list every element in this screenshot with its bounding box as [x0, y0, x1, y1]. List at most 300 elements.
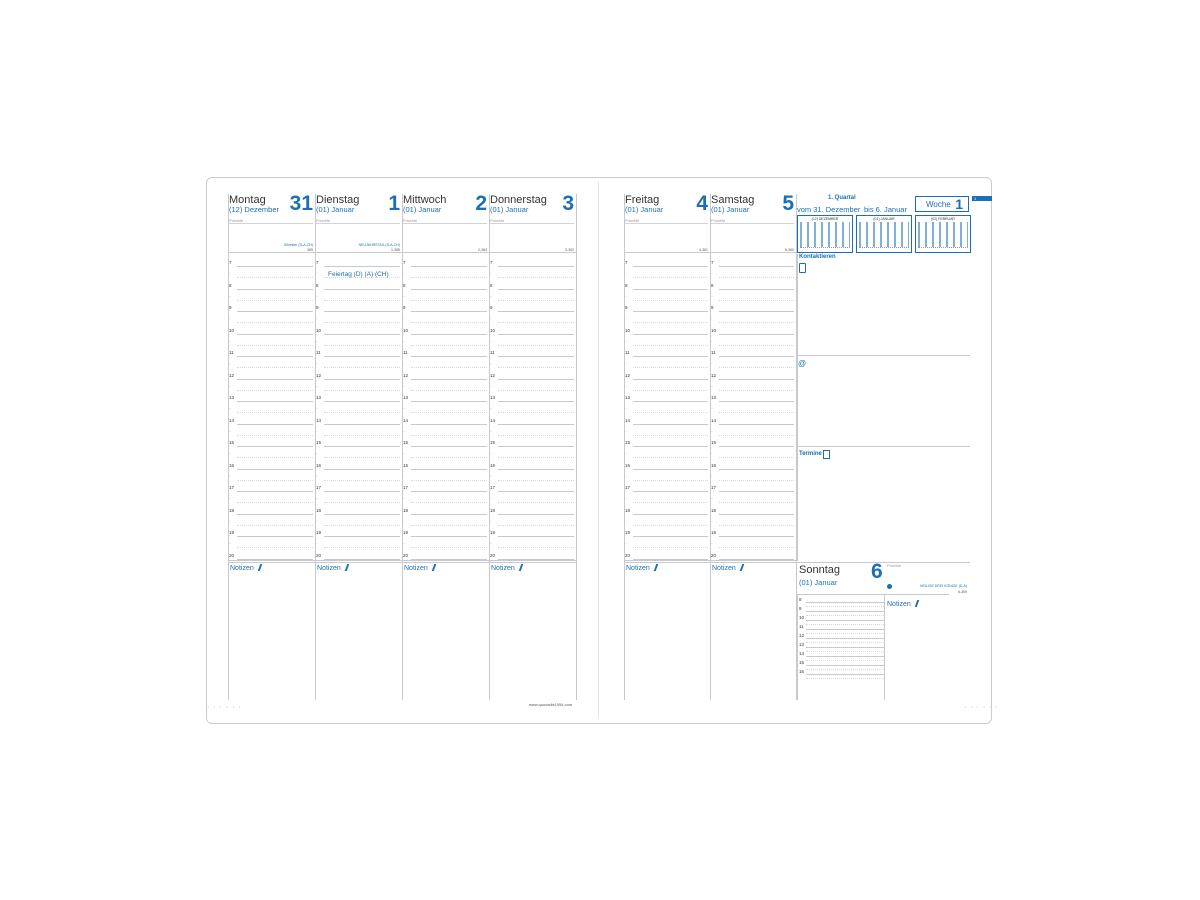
half-hour-mark: - [316, 428, 318, 434]
half-hour-line [806, 669, 884, 670]
half-hour-line [411, 547, 487, 548]
day-number: 2 [475, 192, 487, 215]
half-hour-mark: - [316, 293, 318, 299]
hour-label: 8 [490, 282, 493, 288]
half-hour-line [411, 300, 487, 301]
hour-label: 12 [711, 372, 717, 378]
hour-label: 12 [799, 633, 805, 638]
notes-label [230, 564, 261, 572]
half-hour-line [498, 322, 574, 323]
half-hour-mark: - [229, 406, 231, 412]
hour-label: 13 [229, 395, 235, 400]
day-count: 365 [307, 248, 313, 252]
half-hour-mark: - [490, 541, 492, 547]
hour-line [806, 611, 884, 612]
header-box-line [228, 252, 315, 253]
day-number: 4 [696, 192, 708, 215]
half-hour-line [411, 322, 487, 323]
half-hour-line [719, 300, 794, 301]
holiday-label: NEUJAHRSTAG (D-A-CH) [358, 243, 400, 247]
hour-line [411, 266, 487, 267]
hour-line [498, 311, 574, 312]
day-name: Samstag [711, 194, 755, 206]
column-border [576, 194, 577, 700]
half-hour-mark: - [711, 293, 713, 299]
half-hour-mark: - [711, 383, 713, 389]
half-hour-line [324, 525, 400, 526]
half-hour-line [719, 345, 794, 346]
day-number: 3 [562, 192, 574, 215]
half-hour-mark: - [711, 473, 713, 479]
half-hour-line [719, 412, 794, 413]
hour-line [237, 289, 313, 290]
half-hour-line [498, 345, 574, 346]
half-hour-line [498, 412, 574, 413]
priority-label: Priorität [316, 218, 330, 223]
notes-text: Notizen [491, 565, 515, 572]
hour-label: 16 [625, 462, 631, 468]
hour-label: 18 [625, 507, 631, 513]
hour-line [633, 311, 708, 312]
corner-perforation-left: · · · · · · [207, 704, 242, 711]
half-hour-line [324, 322, 400, 323]
hour-label: 15 [799, 660, 805, 665]
half-hour-mark: - [490, 473, 492, 479]
half-hour-line [324, 547, 400, 548]
mini-calendar-footer [859, 247, 909, 251]
hour-line [237, 514, 313, 515]
half-hour-mark: - [490, 518, 492, 524]
sunday-date: (01) Januar [799, 578, 838, 587]
hour-label: 16 [316, 462, 322, 468]
hour-label: 15 [229, 440, 235, 445]
hour-line [411, 289, 487, 290]
hour-label: 8 [625, 282, 628, 288]
half-hour-mark: - [403, 541, 405, 547]
notes-divider [228, 560, 576, 561]
half-hour-mark: - [403, 428, 405, 434]
hour-label: 13 [316, 395, 322, 400]
half-hour-line [237, 345, 313, 346]
email-at-icon: @ [798, 359, 807, 368]
hour-label: 9 [403, 305, 406, 310]
hour-line [806, 602, 884, 603]
half-hour-mark: - [403, 383, 405, 389]
day-name: Freitag [625, 194, 660, 206]
sunday-border [884, 594, 885, 700]
hour-line [719, 424, 794, 425]
center-fold [598, 182, 599, 718]
day-column [228, 194, 315, 256]
half-hour-mark: - [316, 338, 318, 344]
half-hour-line [633, 525, 708, 526]
half-hour-line [237, 502, 313, 503]
sunday-border [797, 594, 798, 700]
notes-label [404, 564, 435, 572]
hour-line [719, 379, 794, 380]
half-hour-line [806, 678, 884, 679]
hour-line [498, 424, 574, 425]
half-hour-line [498, 390, 574, 391]
column-border [624, 194, 625, 700]
day-column [315, 194, 402, 256]
hour-label: 12 [490, 372, 496, 378]
day-date: (01) Januar [316, 205, 355, 214]
hour-line [237, 491, 313, 492]
half-hour-line [719, 277, 794, 278]
half-hour-line [324, 457, 400, 458]
hour-line [498, 469, 574, 470]
half-hour-line [324, 435, 400, 436]
half-hour-line [633, 480, 708, 481]
half-hour-mark: - [316, 361, 318, 367]
hour-label: 10 [625, 327, 631, 333]
day-count: 4-361 [699, 248, 708, 252]
hour-line [324, 491, 400, 492]
half-hour-mark: - [711, 406, 713, 412]
half-hour-line [806, 651, 884, 652]
header-box-line [402, 252, 489, 253]
half-hour-line [498, 525, 574, 526]
week-box [915, 196, 969, 212]
hour-line [719, 401, 794, 402]
hour-label: 19 [711, 530, 717, 535]
half-hour-line [324, 390, 400, 391]
notes-text: Notizen [404, 565, 428, 572]
hour-line [719, 311, 794, 312]
hour-label: 8 [316, 282, 319, 288]
half-hour-line [633, 547, 708, 548]
hour-line [719, 356, 794, 357]
hour-line [633, 536, 708, 537]
hour-label: 13 [711, 395, 717, 400]
hour-label: 17 [490, 485, 496, 490]
notes-label [712, 564, 743, 572]
holiday-event: Feiertag (D) (A) (CH) [328, 271, 389, 278]
half-hour-mark: - [316, 271, 318, 277]
column-border [402, 194, 403, 700]
hour-line [411, 311, 487, 312]
hour-label: 20 [711, 552, 717, 558]
priority-line [489, 223, 574, 224]
half-hour-line [411, 367, 487, 368]
day-date: (01) Januar [490, 205, 529, 214]
hour-line [411, 514, 487, 515]
hour-label: 9 [711, 305, 714, 310]
half-hour-line [237, 480, 313, 481]
half-hour-mark: - [711, 428, 713, 434]
divider [797, 446, 970, 447]
priority-line [228, 223, 313, 224]
half-hour-line [633, 457, 708, 458]
hour-line [806, 656, 884, 657]
hour-label: 8 [229, 282, 232, 288]
hour-label: 14 [711, 417, 717, 423]
hour-line [806, 629, 884, 630]
half-hour-mark: - [625, 451, 627, 457]
half-hour-mark: - [490, 338, 492, 344]
notes-divider [228, 562, 576, 563]
priority-line [315, 223, 400, 224]
sunday-day-count: 6-359 [958, 590, 967, 594]
half-hour-mark: - [403, 518, 405, 524]
notes-text: Notizen [230, 565, 254, 572]
half-hour-mark: - [490, 361, 492, 367]
hour-label: 14 [403, 417, 409, 423]
half-hour-line [411, 277, 487, 278]
half-hour-mark: - [625, 271, 627, 277]
hour-label: 18 [403, 507, 409, 513]
hour-label: 15 [625, 440, 631, 445]
week-number: 1 [955, 196, 963, 212]
document-icon [823, 450, 830, 459]
half-hour-mark: - [403, 338, 405, 344]
half-hour-mark: - [403, 473, 405, 479]
hour-label: 16 [711, 462, 717, 468]
half-hour-line [237, 412, 313, 413]
half-hour-mark: - [625, 406, 627, 412]
mini-calendar-december [797, 215, 853, 253]
hour-label: 19 [316, 530, 322, 535]
day-column [710, 194, 796, 256]
hour-line [633, 401, 708, 402]
hour-label: 16 [490, 462, 496, 468]
half-hour-mark: - [711, 496, 713, 502]
hour-line [411, 536, 487, 537]
half-hour-line [324, 480, 400, 481]
half-hour-line [719, 367, 794, 368]
hour-line [237, 446, 313, 447]
hour-label: 14 [799, 651, 805, 656]
hour-line [719, 289, 794, 290]
hour-line [806, 674, 884, 675]
hour-line [324, 289, 400, 290]
mini-calendar-grid [800, 222, 850, 247]
priority-label: Priorität [490, 218, 504, 223]
half-hour-line [411, 525, 487, 526]
half-hour-mark: - [711, 541, 713, 547]
hour-line [806, 620, 884, 621]
hour-label: 11 [799, 624, 804, 629]
hour-line [633, 469, 708, 470]
hour-line [324, 379, 400, 380]
hour-line [719, 334, 794, 335]
hour-label: 17 [625, 485, 631, 490]
column-border [228, 194, 229, 700]
hour-label: 9 [625, 305, 628, 310]
hour-label: 19 [625, 530, 631, 535]
half-hour-line [324, 345, 400, 346]
hour-label: 17 [229, 485, 235, 490]
half-hour-mark: - [229, 316, 231, 322]
hour-label: 18 [229, 507, 235, 513]
half-hour-mark: - [625, 293, 627, 299]
notes-label [317, 564, 348, 572]
half-hour-mark: - [403, 451, 405, 457]
header-box-line [315, 252, 402, 253]
half-hour-line [719, 457, 794, 458]
half-hour-mark: - [490, 316, 492, 322]
half-hour-mark: - [711, 338, 713, 344]
half-hour-line [719, 435, 794, 436]
hour-label: 11 [711, 350, 716, 355]
hour-line [498, 334, 574, 335]
half-hour-mark: - [229, 428, 231, 434]
hour-label: 20 [229, 552, 235, 558]
hour-label: 16 [403, 462, 409, 468]
hour-line [411, 491, 487, 492]
hour-label: 18 [711, 507, 717, 513]
hour-line [237, 311, 313, 312]
half-hour-mark: - [316, 406, 318, 412]
hour-label: 9 [316, 305, 319, 310]
column-border [315, 194, 316, 700]
half-hour-mark: - [316, 496, 318, 502]
day-date: (01) Januar [625, 205, 664, 214]
phone-icon [799, 263, 806, 273]
half-hour-mark: - [625, 383, 627, 389]
sunday-header-line [797, 594, 949, 595]
hour-label: 10 [490, 327, 496, 333]
half-hour-line [806, 615, 884, 616]
half-hour-line [324, 412, 400, 413]
half-hour-line [633, 502, 708, 503]
hour-label: 10 [799, 615, 805, 620]
hour-line [719, 266, 794, 267]
hour-label: 13 [625, 395, 631, 400]
hour-line [237, 266, 313, 267]
half-hour-line [411, 390, 487, 391]
hour-label: 12 [625, 372, 631, 378]
sunday-holiday: HEILIGE DREI KÖNIGE (D-A) [920, 584, 968, 588]
half-hour-mark: - [625, 541, 627, 547]
hour-label: 8 [711, 282, 714, 288]
half-hour-mark: - [711, 518, 713, 524]
hour-label: 14 [229, 417, 235, 423]
priority-label: Priorität [711, 218, 725, 223]
half-hour-line [237, 547, 313, 548]
day-column [624, 194, 710, 256]
hour-label: 11 [229, 350, 234, 355]
hour-label: 17 [316, 485, 322, 490]
hour-line [719, 536, 794, 537]
half-hour-mark: - [229, 338, 231, 344]
half-hour-mark: - [625, 361, 627, 367]
hour-label: 13 [799, 642, 805, 647]
hour-line [806, 638, 884, 639]
half-hour-line [719, 547, 794, 548]
notes-text: Notizen [626, 565, 650, 572]
hour-label: 20 [316, 552, 322, 558]
half-hour-mark: - [229, 361, 231, 367]
panel-border [797, 254, 798, 561]
day-column [402, 194, 489, 256]
half-hour-mark: - [229, 383, 231, 389]
hour-label: 10 [711, 327, 717, 333]
mini-calendar-footer [918, 247, 968, 251]
notes-divider [624, 560, 796, 561]
half-hour-line [633, 435, 708, 436]
hour-label: 13 [403, 395, 409, 400]
mini-calendar-title: (12) DEZEMBER [811, 217, 839, 221]
quarter-label: 1. Quartal [828, 195, 856, 201]
half-hour-mark: - [229, 271, 231, 277]
hour-line [237, 424, 313, 425]
notes-label [626, 564, 657, 572]
half-hour-line [633, 300, 708, 301]
half-hour-mark: - [316, 473, 318, 479]
hour-label: 10 [229, 327, 235, 333]
half-hour-line [324, 502, 400, 503]
divider [797, 355, 970, 356]
hour-line [324, 536, 400, 537]
hour-line [324, 446, 400, 447]
notes-divider [624, 562, 796, 563]
hour-label: 11 [316, 350, 321, 355]
hour-line [411, 469, 487, 470]
hour-line [411, 401, 487, 402]
hour-line [498, 356, 574, 357]
hour-line [237, 334, 313, 335]
hour-line [411, 379, 487, 380]
day-count: 2-363 [478, 248, 487, 252]
hour-line [633, 334, 708, 335]
hour-line [411, 446, 487, 447]
half-hour-line [806, 633, 884, 634]
half-hour-mark: - [625, 473, 627, 479]
half-hour-line [411, 480, 487, 481]
day-column [489, 194, 576, 256]
hour-label: 18 [316, 507, 322, 513]
hour-label: 20 [625, 552, 631, 558]
half-hour-line [633, 345, 708, 346]
half-hour-line [411, 502, 487, 503]
half-hour-mark: - [403, 271, 405, 277]
half-hour-mark: - [316, 316, 318, 322]
half-hour-line [498, 502, 574, 503]
mini-calendar-january [856, 215, 912, 253]
day-name: Donnerstag [490, 194, 547, 206]
hour-label: 12 [403, 372, 409, 378]
hour-line [633, 356, 708, 357]
hour-line [498, 266, 574, 267]
hour-label: 9 [799, 606, 802, 611]
half-hour-mark: - [229, 496, 231, 502]
half-hour-line [498, 300, 574, 301]
header-box-line [489, 252, 576, 253]
half-hour-mark: - [625, 338, 627, 344]
half-hour-mark: - [625, 518, 627, 524]
day-count: 3-362 [565, 248, 574, 252]
half-hour-mark: - [490, 293, 492, 299]
hour-line [237, 379, 313, 380]
sunday-day-number: 6 [871, 560, 883, 583]
half-hour-line [806, 606, 884, 607]
half-hour-mark: - [711, 451, 713, 457]
hour-label: 10 [316, 327, 322, 333]
hour-line [324, 424, 400, 425]
half-hour-line [237, 300, 313, 301]
appointments-label: Termine [799, 451, 822, 457]
day-date: (01) Januar [403, 205, 442, 214]
half-hour-line [719, 390, 794, 391]
hour-label: 11 [403, 350, 408, 355]
notes-text: Notizen [317, 565, 341, 572]
hour-line [324, 401, 400, 402]
hour-label: 12 [229, 372, 235, 378]
hour-line [498, 401, 574, 402]
half-hour-mark: - [403, 361, 405, 367]
